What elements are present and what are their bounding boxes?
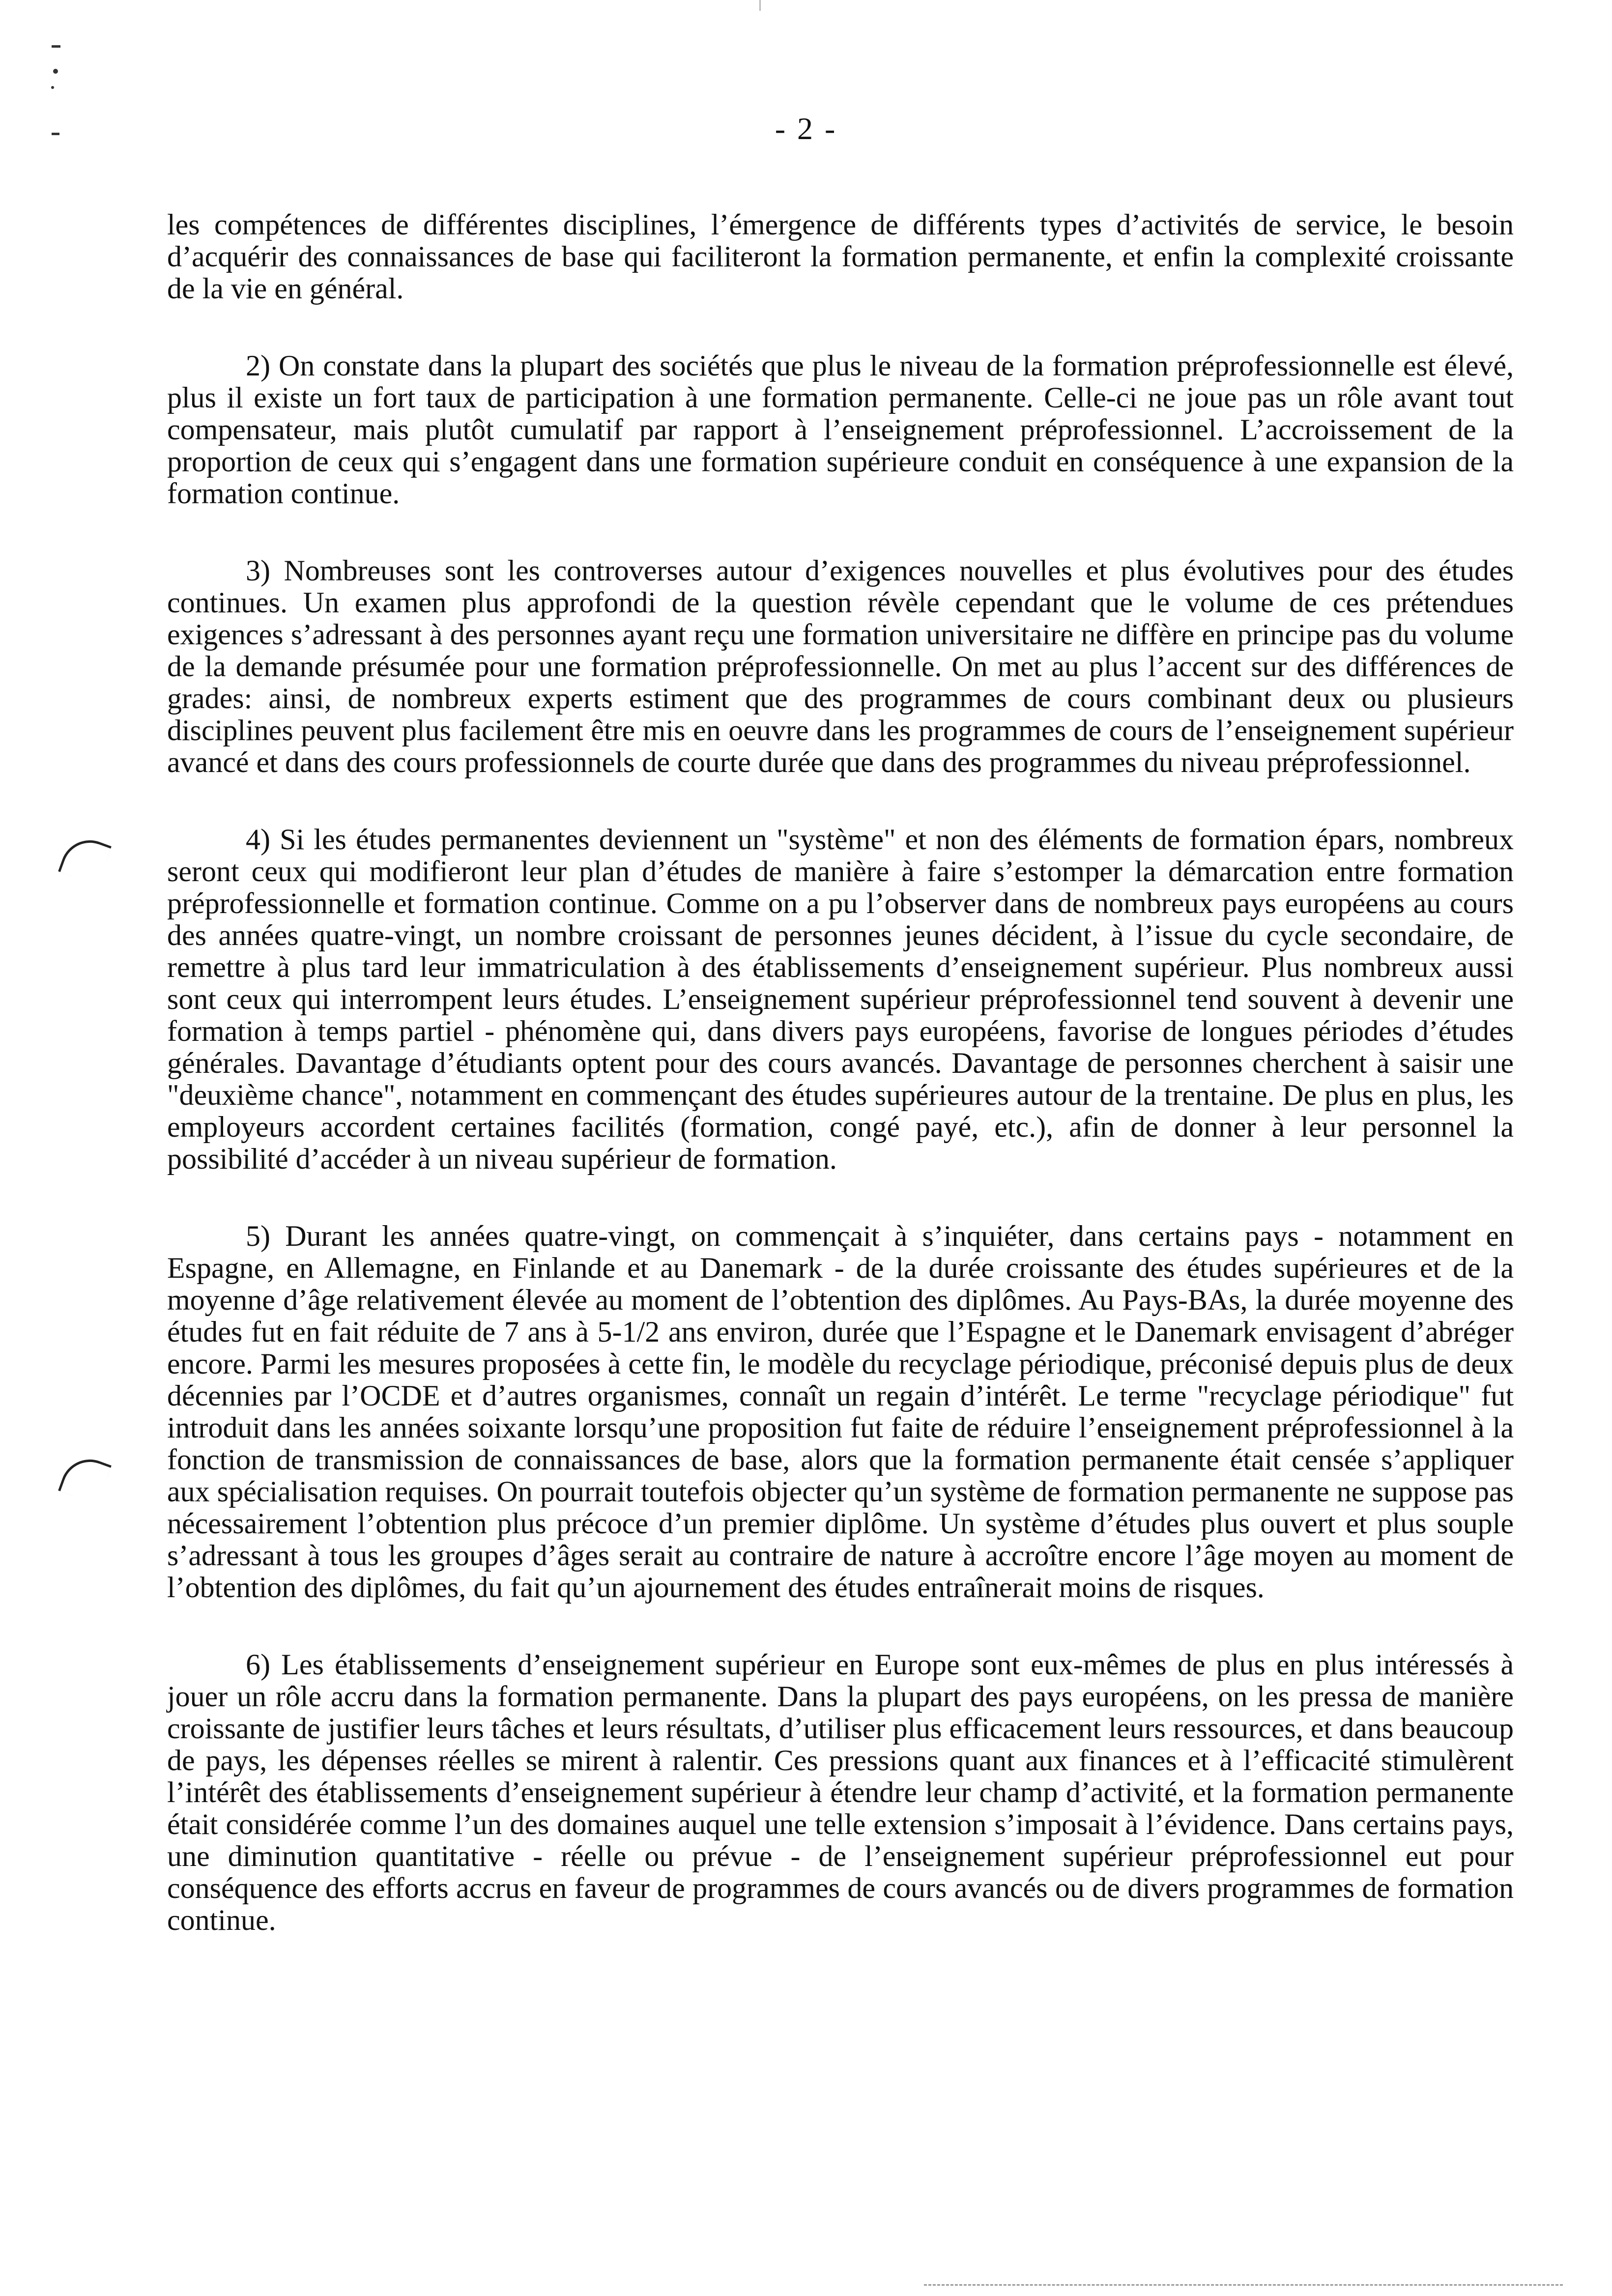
scan-artifact-bottom bbox=[924, 2284, 1563, 2286]
margin-dot bbox=[51, 86, 54, 89]
paragraph-3: 3) Nombreuses sont les controverses autour d’exigences nouvelles et plus évolutives pour des études continues. Un examen plus approfondi de la question révèle cependant que le volume de ces prétendues exigences s’adressant à des personnes ayant reçu une formation universitaire ne diffère en principe pas du volume de la demande présumée pour une formation préprofessionnelle. On met au plus l’accent sur des différences de grades: ainsi, de nombreux experts estiment que des programmes de cours combinant deux ou plusieurs disciplines peuvent plus facilement être mis en oeuvre dans les programmes de cours de l’enseignement supérieur avancé et dans des cours professionnels de courte durée que dans des programmes du niveau préprofessionnel. bbox=[167, 554, 1514, 778]
body-text bbox=[167, 209, 1514, 1981]
page-number: - 2 - bbox=[775, 111, 837, 146]
paragraph-2: 2) On constate dans la plupart des sociétés que plus le niveau de la formation préprofessionnelle est élevé, plus il existe un fort taux de participation à une formation permanente. Celle-ci ne joue pas un rôle avant tout compensateur, mais plutôt cumulatif par rapport à l’enseignement préprofessionnel. L’accroissement de la proportion de ceux qui s’engagent dans une formation supérieure conduit en conséquence à une expansion de la formation continue. bbox=[167, 349, 1514, 510]
margin-dash-top bbox=[52, 45, 60, 48]
paragraph-5: 5) Durant les années quatre-vingt, on commençait à s’inquiéter, dans certains pays - notamment en Espagne, en Allemagne, en Finlande et au Danemark - de la durée croissante des études supérieures et de la moyenne d’âge relativement élevée au moment de l’obtention des diplômes. Au Pays-BAs, la durée moyenne des études fut en fait réduite de 7 ans à 5-1/2 ans environ, durée que l’Espagne et le Danemark envisagent d’abréger encore. Parmi les mesures proposées à cette fin, le modèle du recyclage périodique, préconisé depuis plus de deux décennies par l’OCDE et d’autres organismes, connaît un regain d’intérêt. Le terme "recyclage périodique" fut introduit dans les années soixante lorsqu’une proposition fut faite de réduire l’enseignement préprofessionnel à la fonction de transmission de connaissances de base, alors que la formation permanente était censée s’appliquer aux spécialisation requises. On pourrait toutefois objecter qu’un système de formation permanente ne suppose pas nécessairement l’obtention plus précoce d’un premier diplôme. Un système d’études plus ouvert et plus souple s’adressant à tous les groupes d’âges serait au contraire de nature à accroître encore l’âge moyen au moment de l’obtention des diplômes, du fait qu’un ajournement des études entraînerait moins de risques. bbox=[167, 1220, 1514, 1604]
scan-artifact-top bbox=[759, 0, 761, 11]
margin-dot bbox=[53, 69, 58, 74]
paragraph-continuation: les compétences de différentes disciplines, l’émergence de différents types d’activités de service, le besoin d’acquérir des connaissances de base qui faciliteront la formation permanente, et enfin la complexité croissante de la vie en général. bbox=[167, 208, 1514, 305]
punch-hole-mark bbox=[58, 832, 112, 886]
paragraph-6: 6) Les établissements d’enseignement supérieur en Europe sont eux-mêmes de plus en plus intéressés à jouer un rôle accru dans la formation permanente. Dans la plupart des pays européens, on les pressa de manière croissante de justifier leurs tâches et leurs résultats, d’utiliser plus efficacement leurs ressources, et dans beaucoup de pays, les dépenses réelles se mirent à ralentir. Ces pressions quant aux finances et à l’efficacité stimulèrent l’intérêt des établissements d’enseignement supérieur à étendre leur champ d’activité, et la formation permanente était considérée comme l’un des domaines auquel une telle extension s’imposait à l’évidence. Dans certains pays, une diminution quantitative - réelle ou prévue - de l’enseignement supérieur préprofessionnel eut pour conséquence des efforts accrus en faveur de programmes de cours avancés ou de divers programmes de formation continue. bbox=[167, 1648, 1514, 1936]
punch-hole-mark bbox=[58, 1451, 112, 1505]
paragraph-4: 4) Si les études permanentes deviennent un "système" et non des éléments de formation épars, nombreux seront ceux qui modifieront leur plan d’études de manière à faire s’estomper la démarcation entre formation préprofessionnelle et formation continue. Comme on a pu l’observer dans de nombreux pays européens au cours des années quatre-vingt, un nombre croissant de personnes jeunes décident, à l’issue du cycle secondaire, de remettre à plus tard leur immatriculation à des établissements d’enseignement supérieur. Plus nombreux aussi sont ceux qui interrompent leurs études. L’enseignement supérieur préprofessionnel tend souvent à devenir une formation à temps partiel - phénomène qui, dans divers pays européens, favorise de longues périodes d’études générales. Davantage d’étudiants optent pour des cours avancés. Davantage de personnes cherchent à saisir une "deuxième chance", notamment en commençant des études supérieures autour de la trentaine. De plus en plus, les employeurs accordent certaines facilités (formation, congé payé, etc.), afin de donner à leur personnel la possibilité d’accéder à un niveau supérieur de formation. bbox=[167, 823, 1514, 1175]
